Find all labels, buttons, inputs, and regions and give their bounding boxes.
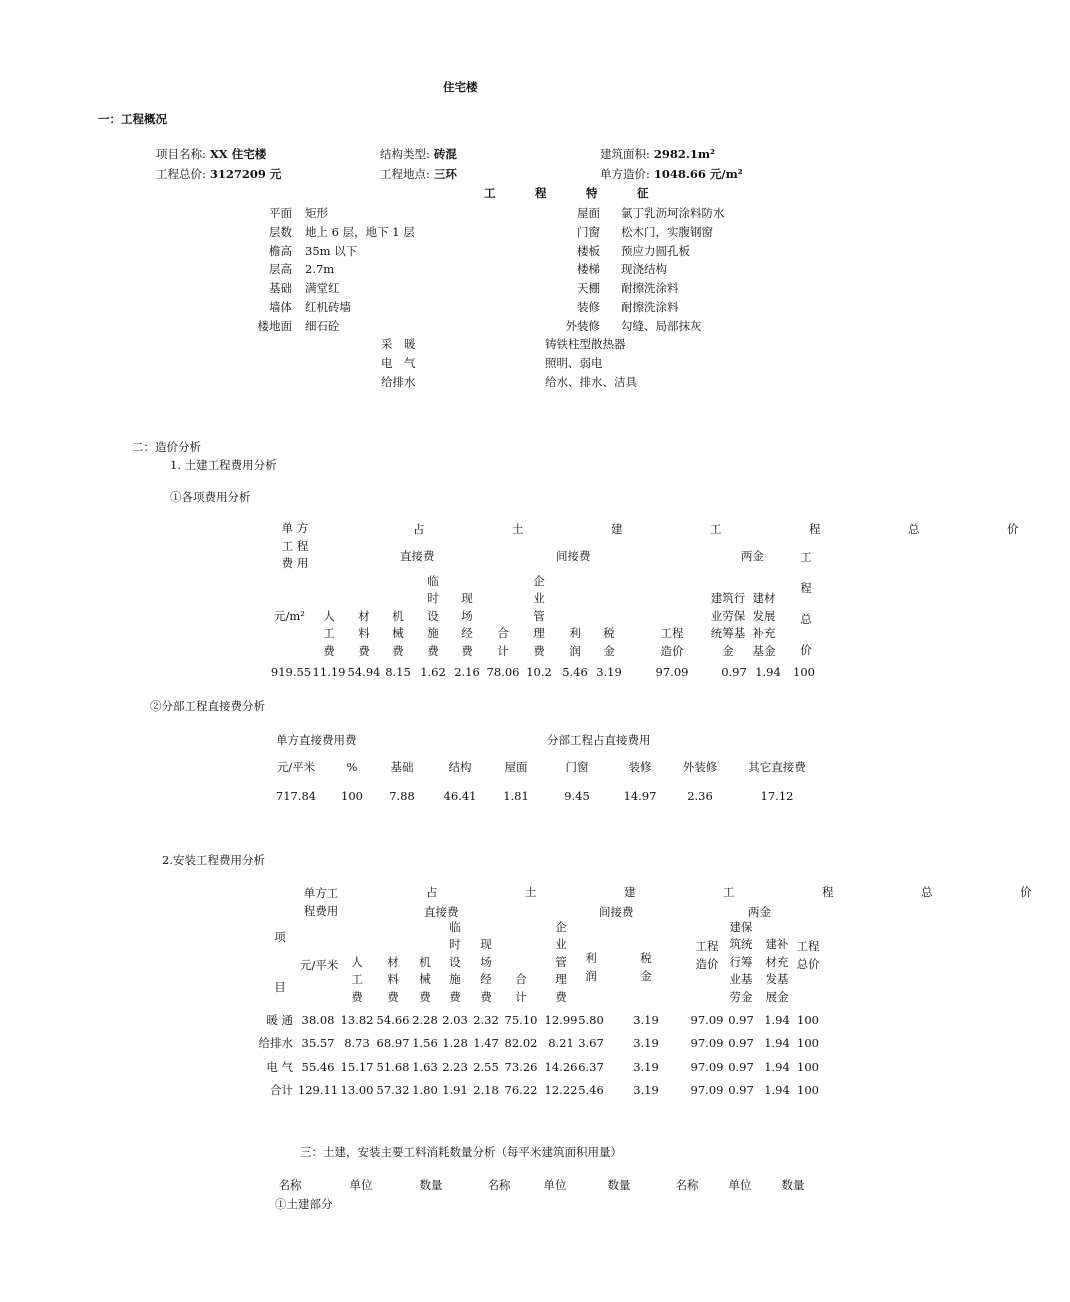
table-cell: 2.55 bbox=[473, 1059, 499, 1074]
table-cell: 6.37 bbox=[578, 1059, 604, 1074]
column-header: 建筑行业劳保统筹基金 bbox=[710, 591, 746, 658]
column-header: 外装修 bbox=[682, 760, 718, 774]
column-header: 其它直接费 bbox=[748, 760, 806, 774]
table-cell: 3.67 bbox=[578, 1036, 604, 1051]
sub-heading: ①土建部分 bbox=[275, 1197, 333, 1211]
table-cell: 919.55 bbox=[270, 665, 312, 679]
table-cell: 73.26 bbox=[504, 1059, 538, 1074]
table-cell: 129.11 bbox=[297, 1082, 339, 1097]
table-cell: 10.2 bbox=[526, 665, 552, 679]
overview-value: 砖混 bbox=[433, 147, 457, 161]
table-cell: 1.94 bbox=[764, 1059, 790, 1074]
table-header: 占 土 建 工 程 总 价 bbox=[426, 885, 1070, 899]
table-cell: 2.03 bbox=[442, 1013, 468, 1027]
section-heading: 一：工程概况 bbox=[98, 112, 167, 126]
table-cell: 0.97 bbox=[728, 1013, 754, 1027]
overview-value: XX 住宅楼 bbox=[209, 147, 267, 161]
column-header: 建保筑统行筹业基劳金 bbox=[729, 919, 753, 1004]
table-cell: 97.09 bbox=[690, 1082, 724, 1097]
column-header: 单位 bbox=[543, 1178, 567, 1192]
sub-heading: ②分部工程直接费分析 bbox=[150, 699, 265, 713]
column-header: 元/平米 bbox=[276, 760, 316, 774]
table-header: 两金 bbox=[748, 905, 771, 919]
overview-value: 1048.66 元/m² bbox=[653, 167, 743, 181]
table-cell: 75.10 bbox=[504, 1013, 538, 1027]
column-header: 工程总价 bbox=[800, 550, 812, 657]
table-header: 单方工程费用 bbox=[303, 886, 339, 918]
feature-label: 楼地面 bbox=[257, 318, 292, 333]
table-cell: 8.73 bbox=[344, 1036, 370, 1051]
page-title: 住宅楼 bbox=[443, 80, 478, 94]
table-cell: 76.22 bbox=[504, 1082, 538, 1097]
feature-value: 氯丁乳沥坷涂料防水 bbox=[621, 206, 725, 220]
table-header: 单 方 工 程 费 用 bbox=[281, 521, 309, 570]
feature-value: 细石砼 bbox=[305, 318, 340, 333]
feature-value: 预应力圆孔板 bbox=[621, 243, 690, 258]
table-cell: 2.18 bbox=[473, 1082, 499, 1097]
feature-label: 檐高 bbox=[269, 243, 292, 258]
feature-label: 装修 bbox=[577, 300, 600, 314]
table-cell: 100 bbox=[797, 1082, 819, 1097]
sub-heading: 2.安装工程费用分析 bbox=[162, 853, 265, 867]
overview-value: 三环 bbox=[433, 167, 457, 181]
column-header: 门窗 bbox=[565, 760, 589, 774]
feature-value: 地上 6 层，地下 1 层 bbox=[305, 224, 415, 239]
table-cell: 5.46 bbox=[578, 1082, 604, 1097]
table-header: 两金 bbox=[741, 549, 764, 563]
table-cell: 97.09 bbox=[690, 1013, 724, 1027]
column-header: 人工费 bbox=[351, 954, 363, 1004]
table-cell: 55.46 bbox=[301, 1059, 335, 1074]
table-cell: 13.82 bbox=[340, 1013, 374, 1027]
feature-value: 35m 以下 bbox=[305, 243, 358, 258]
column-header: 数量 bbox=[419, 1178, 443, 1192]
table-cell: 2.23 bbox=[442, 1059, 468, 1074]
feature-label: 门窗 bbox=[577, 224, 600, 239]
table-cell: 0.97 bbox=[728, 1036, 754, 1051]
table-cell: 35.57 bbox=[301, 1036, 335, 1051]
table-cell: 13.00 bbox=[340, 1082, 374, 1097]
table-cell: 1.94 bbox=[755, 665, 781, 679]
table-cell: 97.09 bbox=[655, 665, 689, 679]
feature-value: 松木门，实腹钢窗 bbox=[621, 224, 713, 239]
table-cell: 9.45 bbox=[564, 789, 590, 803]
table-cell: 100 bbox=[797, 1036, 819, 1051]
overview-label: 工程总价: bbox=[156, 167, 206, 181]
column-header: 合计 bbox=[515, 972, 527, 1004]
table-cell: 5.46 bbox=[562, 665, 588, 679]
feature-value: 给水、排水、洁具 bbox=[545, 374, 637, 389]
feature-label: 平面 bbox=[269, 206, 292, 220]
table-cell: 1.81 bbox=[503, 789, 529, 803]
table-cell: 8.21 bbox=[548, 1036, 574, 1051]
table-header: 间接费 bbox=[599, 905, 634, 919]
table-cell: 1.91 bbox=[442, 1082, 468, 1097]
table-cell: 8.15 bbox=[385, 665, 411, 679]
feature-label: 天棚 bbox=[577, 281, 600, 296]
column-header: 结构 bbox=[448, 760, 472, 774]
table-cell: 100 bbox=[797, 1013, 819, 1027]
table-cell: 17.12 bbox=[760, 789, 794, 803]
table-cell: 54.66 bbox=[376, 1013, 410, 1027]
table-header: 直接费 bbox=[400, 549, 435, 563]
table-cell: 100 bbox=[341, 789, 363, 803]
table-cell: 12.99 bbox=[544, 1013, 578, 1027]
feature-label: 外装修 bbox=[565, 318, 600, 333]
table-cell: 100 bbox=[793, 665, 815, 679]
table-cell: 1.62 bbox=[420, 665, 446, 679]
column-header: 名称 bbox=[487, 1178, 511, 1192]
overview-label: 工程地点: bbox=[380, 167, 430, 181]
feature-value: 耐擦洗涂料 bbox=[621, 281, 679, 296]
column-header: 利润 bbox=[569, 626, 581, 658]
feature-value: 红机砖墙 bbox=[305, 300, 351, 314]
feature-value: 矩形 bbox=[305, 206, 328, 220]
overview-value: 3127209 元 bbox=[209, 167, 282, 181]
table-cell: 68.97 bbox=[376, 1036, 410, 1051]
table-header: 项目 bbox=[274, 930, 286, 994]
column-header: 材料费 bbox=[358, 608, 370, 658]
feature-label: 基础 bbox=[269, 281, 292, 296]
table-cell: 82.02 bbox=[504, 1036, 538, 1051]
table-cell: 97.09 bbox=[690, 1036, 724, 1051]
table-cell: 0.97 bbox=[728, 1059, 754, 1074]
table-cell: 78.06 bbox=[486, 665, 520, 679]
column-header: 材料费 bbox=[387, 954, 399, 1004]
column-header: 人工费 bbox=[323, 608, 335, 658]
feature-value: 满堂红 bbox=[305, 281, 340, 296]
feature-value: 2.7m bbox=[305, 262, 335, 277]
column-header: 合计 bbox=[497, 626, 509, 658]
table-cell: 2.32 bbox=[473, 1013, 499, 1027]
overview-label: 结构类型: bbox=[380, 147, 430, 161]
table-cell: 1.56 bbox=[412, 1036, 438, 1051]
table-cell: 51.68 bbox=[376, 1059, 410, 1074]
feature-value: 现浇结构 bbox=[621, 262, 667, 277]
table-cell: 54.94 bbox=[347, 665, 381, 679]
table-cell: 0.97 bbox=[721, 665, 747, 679]
table-cell: 57.32 bbox=[376, 1082, 410, 1097]
column-header: 数量 bbox=[607, 1178, 631, 1192]
column-header: 装修 bbox=[628, 760, 652, 774]
table-cell: 1.63 bbox=[412, 1059, 438, 1074]
column-header: 建补材充发基展金 bbox=[765, 937, 789, 1004]
table-header: 占 土 建 工 程 总 价 bbox=[413, 522, 1057, 536]
feature-label: 采 暖 bbox=[381, 337, 416, 351]
table-cell: 1.28 bbox=[442, 1036, 468, 1051]
table-cell: 14.26 bbox=[544, 1059, 578, 1074]
column-header: 临时设施费 bbox=[427, 573, 439, 658]
sub-heading: 1. 土建工程费用分析 bbox=[170, 458, 277, 472]
column-header: 屋面 bbox=[504, 760, 528, 774]
row-label: 暖 通 bbox=[266, 1013, 293, 1027]
column-header: 工程造价 bbox=[695, 939, 719, 971]
table-header: 间接费 bbox=[556, 549, 591, 563]
table-header: 元/平米 bbox=[300, 958, 339, 972]
row-label: 电 气 bbox=[266, 1059, 293, 1074]
feature-value: 勾缝、局部抹灰 bbox=[621, 318, 702, 333]
feature-value: 照明、弱电 bbox=[545, 355, 603, 370]
features-title: 工 程 特 征 bbox=[484, 186, 663, 200]
table-cell: 100 bbox=[797, 1059, 819, 1074]
table-cell: 38.08 bbox=[301, 1013, 335, 1027]
row-label: 给排水 bbox=[258, 1036, 293, 1051]
table-cell: 15.17 bbox=[340, 1059, 374, 1074]
table-header: 直接费 bbox=[424, 905, 459, 919]
table-cell: 1.80 bbox=[412, 1082, 438, 1097]
column-header: 机械费 bbox=[419, 954, 431, 1004]
table-cell: 2.16 bbox=[454, 665, 480, 679]
table-cell: 7.88 bbox=[389, 789, 415, 803]
table-cell: 12.22 bbox=[544, 1082, 578, 1097]
feature-label: 电 气 bbox=[381, 355, 416, 370]
column-header: 数量 bbox=[781, 1178, 805, 1192]
table-cell: 2.28 bbox=[412, 1013, 438, 1027]
overview-label: 单方造价: bbox=[600, 167, 650, 181]
feature-label: 楼板 bbox=[577, 243, 600, 258]
table-header: 元/m² bbox=[274, 609, 305, 623]
column-header: % bbox=[346, 760, 358, 774]
table-cell: 14.97 bbox=[623, 789, 657, 803]
table-cell: 3.19 bbox=[596, 665, 622, 679]
feature-label: 楼梯 bbox=[577, 262, 600, 277]
column-header: 现场经费 bbox=[480, 937, 492, 1004]
row-label: 合计 bbox=[270, 1082, 293, 1097]
overview-label: 项目名称: bbox=[156, 147, 206, 161]
table-cell: 1.47 bbox=[473, 1036, 499, 1051]
table-cell: 1.94 bbox=[764, 1036, 790, 1051]
column-header: 单位 bbox=[728, 1178, 752, 1192]
section-heading: 二：造价分析 bbox=[132, 440, 201, 454]
section-heading: 三：土建，安装主要工料消耗数量分析（每平米建筑面积用量） bbox=[300, 1145, 622, 1159]
sub-heading: ①各项费用分析 bbox=[170, 490, 251, 504]
column-header: 临时设施费 bbox=[449, 919, 461, 1004]
table-cell: 1.94 bbox=[764, 1013, 790, 1027]
table-cell: 3.19 bbox=[633, 1013, 659, 1027]
column-header: 单位 bbox=[349, 1178, 373, 1192]
table-cell: 1.94 bbox=[764, 1082, 790, 1097]
table-header: 分部工程占直接费用 bbox=[547, 733, 651, 747]
table-cell: 717.84 bbox=[275, 789, 317, 803]
overview-label: 建筑面积: bbox=[600, 147, 650, 161]
table-cell: 46.41 bbox=[443, 789, 477, 803]
column-header: 工程总价 bbox=[796, 939, 820, 971]
feature-label: 层数 bbox=[269, 224, 292, 239]
table-cell: 3.19 bbox=[633, 1036, 659, 1051]
table-cell: 2.36 bbox=[687, 789, 713, 803]
column-header: 税金 bbox=[640, 951, 652, 983]
feature-label: 给排水 bbox=[381, 374, 416, 389]
table-cell: 0.97 bbox=[728, 1082, 754, 1097]
column-header: 建材发展补充基金 bbox=[752, 591, 776, 658]
column-header: 机械费 bbox=[392, 608, 404, 658]
table-cell: 97.09 bbox=[690, 1059, 724, 1074]
column-header: 名称 bbox=[675, 1178, 699, 1192]
column-header: 工程造价 bbox=[660, 626, 684, 658]
table-cell: 5.80 bbox=[578, 1013, 604, 1027]
table-cell: 3.19 bbox=[633, 1059, 659, 1074]
overview-value: 2982.1m² bbox=[653, 147, 716, 161]
column-header: 企业管理费 bbox=[555, 919, 567, 1004]
table-cell: 11.19 bbox=[312, 665, 346, 679]
column-header: 基础 bbox=[390, 760, 414, 774]
column-header: 企业管理费 bbox=[533, 573, 545, 658]
table-cell: 3.19 bbox=[633, 1082, 659, 1097]
feature-value: 耐擦洗涂料 bbox=[621, 300, 679, 314]
feature-value: 铸铁柱型散热器 bbox=[545, 337, 626, 351]
feature-label: 屋面 bbox=[577, 206, 600, 220]
feature-label: 墙体 bbox=[269, 300, 292, 314]
column-header: 现场经费 bbox=[461, 591, 473, 658]
column-header: 名称 bbox=[278, 1178, 302, 1192]
table-header: 单方直接费用费 bbox=[276, 733, 357, 747]
column-header: 利润 bbox=[585, 951, 597, 983]
feature-label: 层高 bbox=[269, 262, 292, 277]
column-header: 税金 bbox=[603, 626, 615, 658]
